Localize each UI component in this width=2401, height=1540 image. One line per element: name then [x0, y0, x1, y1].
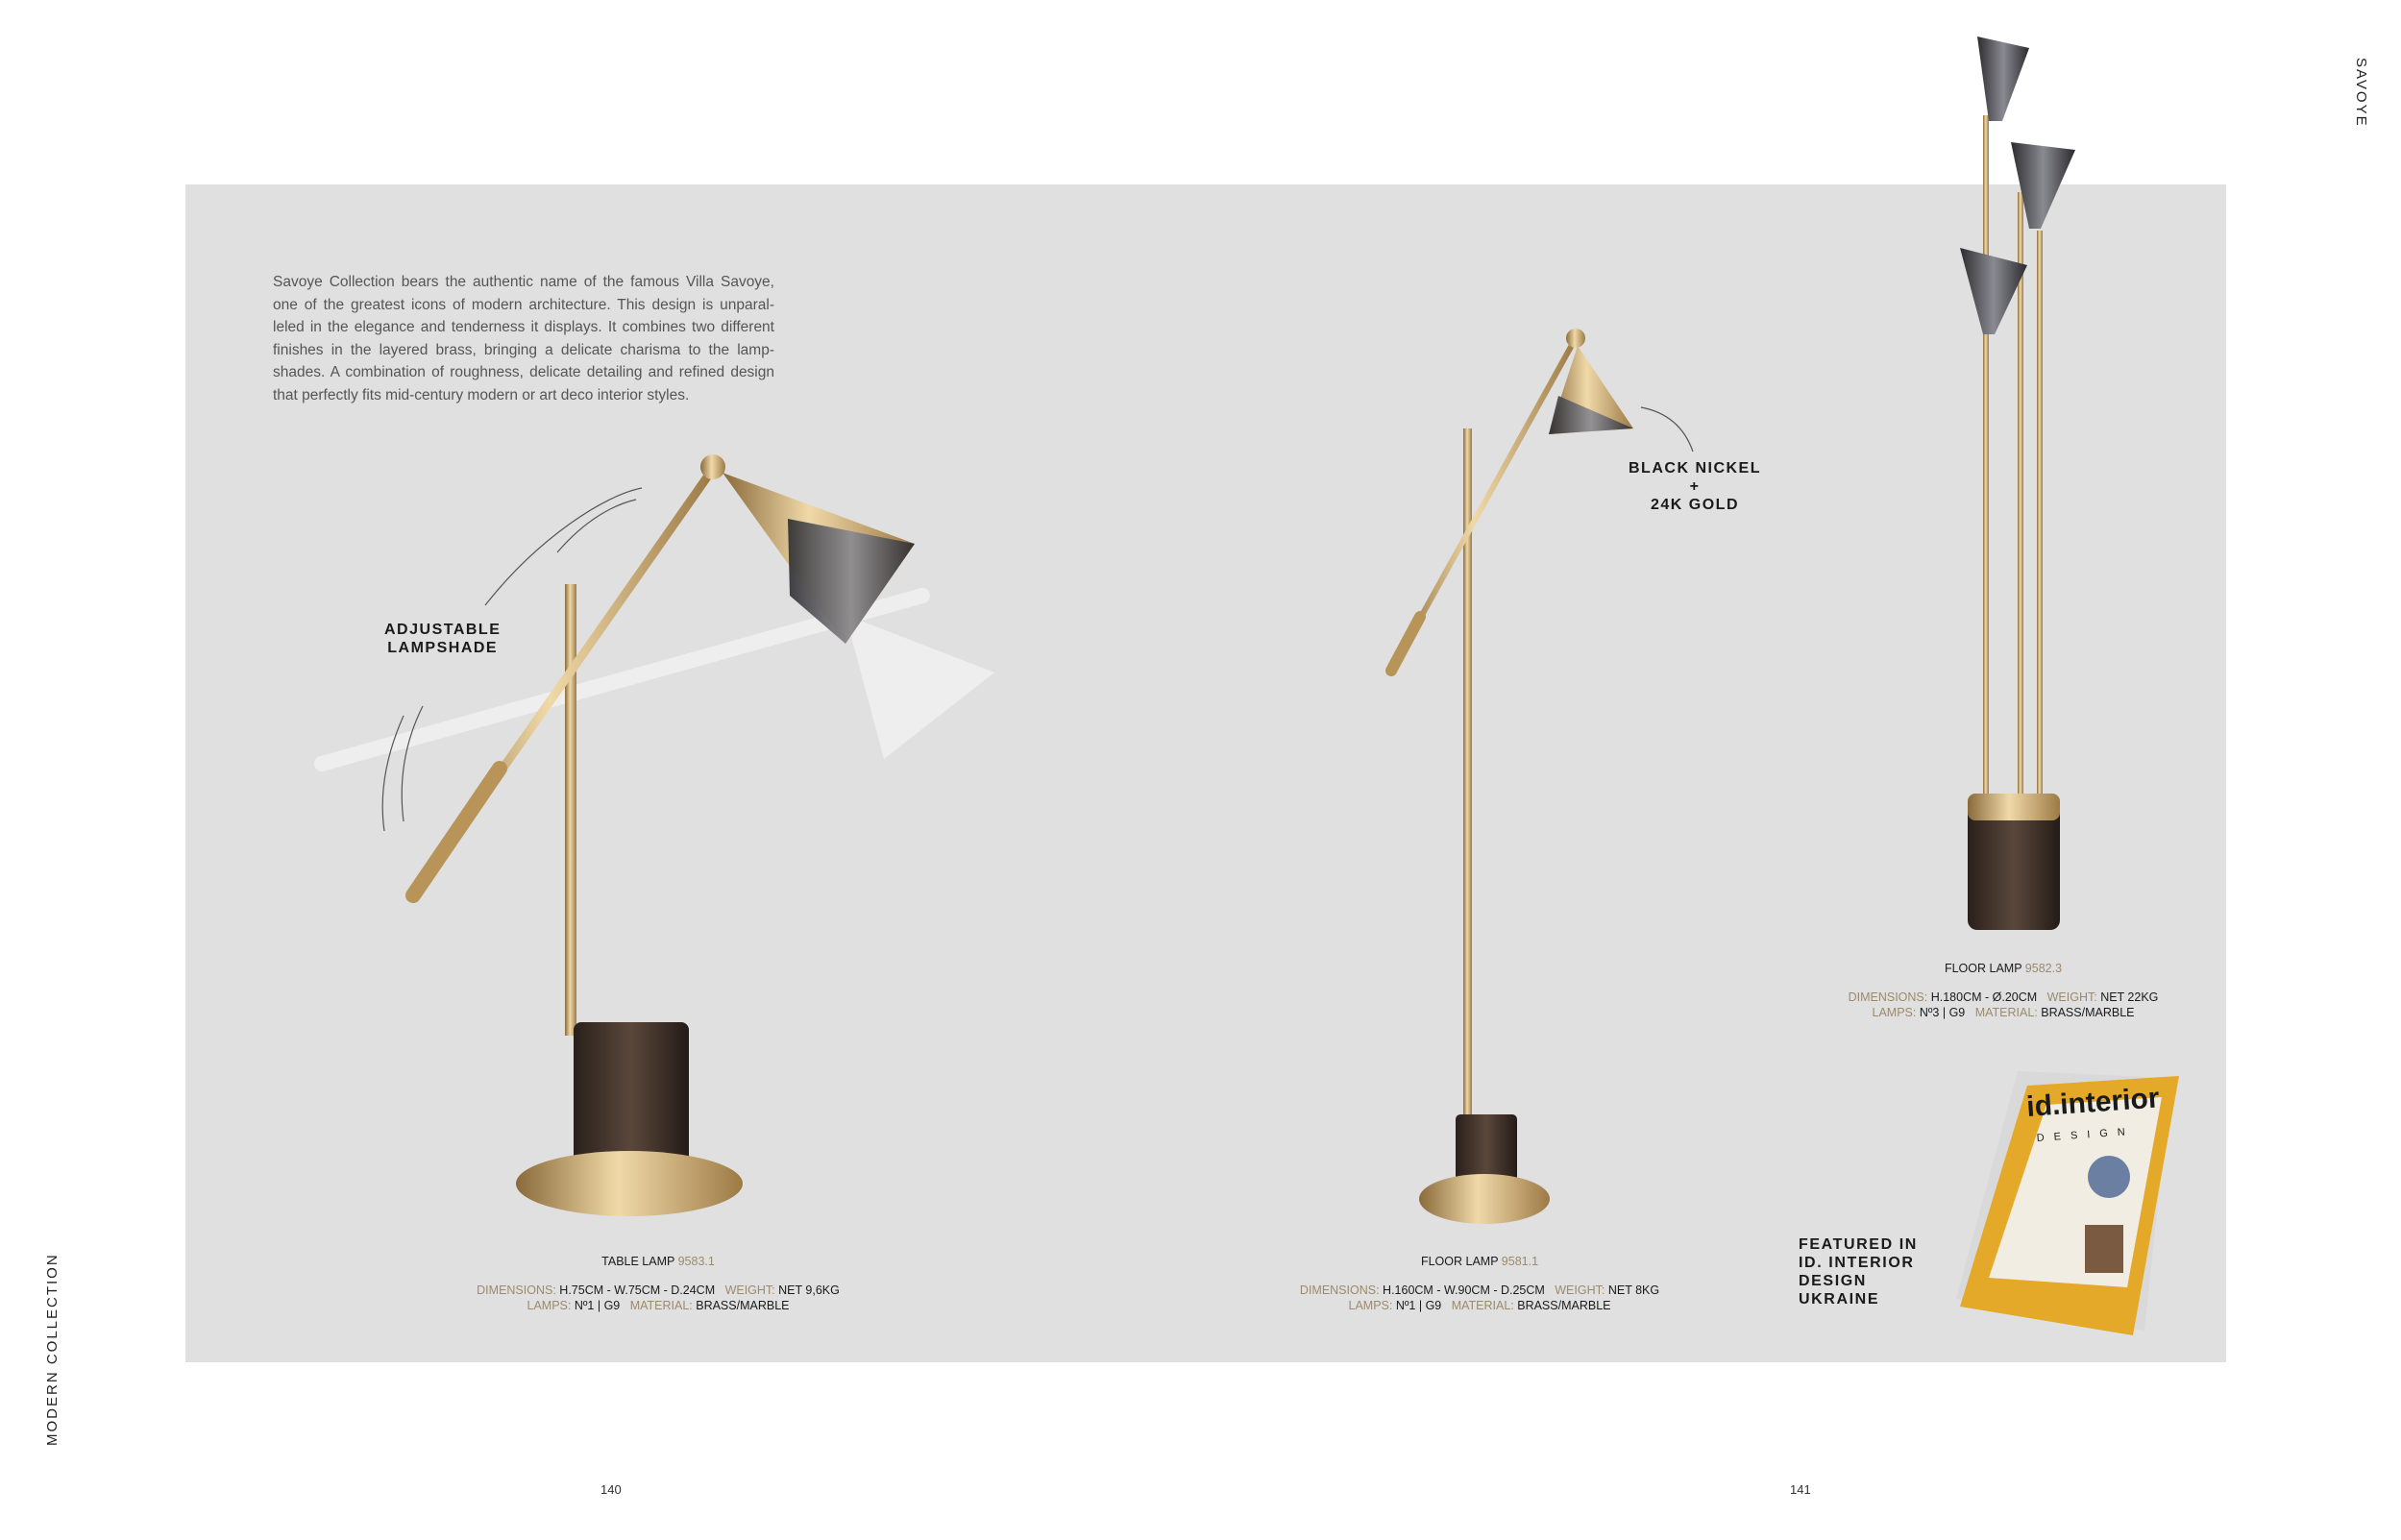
table-lamp-illustration [322, 454, 994, 1216]
spec-dimensions: DIMENSIONS: H.160CM - W.90CM - D.25CM WEIGHT: NET 8KG [1299, 1283, 1660, 1297]
spec-lamps: LAMPS: Nº3 | G9 MATERIAL: BRASS/MARBLE [1872, 1006, 2135, 1019]
floor-lamp-1-spec [1287, 1254, 1672, 1313]
product-name: TABLE LAMP 9583.1 [601, 1255, 715, 1268]
lamp-pole [565, 584, 576, 1036]
round-foot [516, 1151, 743, 1216]
featured-in-text: FEATURED IN ID. INTERIOR DESIGN UKRAINE [1799, 1236, 1918, 1308]
collection-name-side-label: SAVOYE [2353, 58, 2369, 128]
product-name: FLOOR LAMP 9582.3 [1944, 962, 2063, 975]
callout-adjustable: ADJUSTABLE LAMPSHADE [384, 622, 502, 656]
shade-lower [1960, 248, 2027, 334]
table-lamp-spec [461, 1254, 855, 1313]
magazine-photo [2085, 1225, 2123, 1273]
lamp-pole [2037, 231, 2043, 797]
motion-arc [382, 716, 404, 831]
round-foot [1419, 1174, 1550, 1224]
spec-dimensions: DIMENSIONS: H.75CM - W.75CM - D.24CM WEIGHT: NET 9,6KG [477, 1283, 840, 1297]
spec-dimensions: DIMENSIONS: H.180CM - Ø.20CM WEIGHT: NET 22KG [1848, 990, 2159, 1004]
counterweight [1391, 617, 1420, 671]
motion-arc [557, 500, 636, 552]
intro-text: Savoye Collection bears the authentic name of the famous Villa Savoye, one of the greatest icons of modern architecture. This design is unparal-leled in the elegance and tenderness it displays. It combines two different finishes in the layered brass, bringing a delicate charisma to the lamp-shades. A combination of roughness, delicate detailing and refined design that perfectly fits mid-century modern or art deco interior styles. [273, 274, 774, 403]
magazine-cover [1956, 1071, 2179, 1335]
lamp-pole [1983, 115, 1989, 797]
spec-lamps: LAMPS: Nº1 | G9 MATERIAL: BRASS/MARBLE [1348, 1299, 1611, 1312]
floor-lamp-3-illustration [1960, 37, 2075, 930]
joint [1566, 329, 1585, 348]
magazine-sub: DESIGN [2036, 1125, 2136, 1144]
page-number-left: 140 [600, 1482, 622, 1497]
counterweight [413, 769, 500, 895]
brass-cap [1968, 794, 2060, 820]
spec-lamps: LAMPS: Nº1 | G9 MATERIAL: BRASS/MARBLE [527, 1299, 790, 1312]
shade-top [1977, 37, 2029, 121]
marble-base [574, 1022, 689, 1166]
motion-arc [402, 706, 423, 821]
magazine-plate [2088, 1156, 2130, 1198]
callout-finish: BLACK NICKEL + 24K GOLD [1629, 460, 1761, 513]
collection-side-label: MODERN COLLECTION [44, 1253, 61, 1446]
magazine-logo: id.interior [2025, 1082, 2161, 1123]
marble-base [1456, 1114, 1517, 1184]
page-number-right: 141 [1790, 1482, 1811, 1497]
floor-lamp-3-spec [1816, 961, 2191, 1020]
ghost-shade [845, 615, 994, 759]
product-name: FLOOR LAMP 9581.1 [1420, 1255, 1539, 1268]
joint [700, 454, 725, 479]
callout-arc [1641, 407, 1693, 452]
